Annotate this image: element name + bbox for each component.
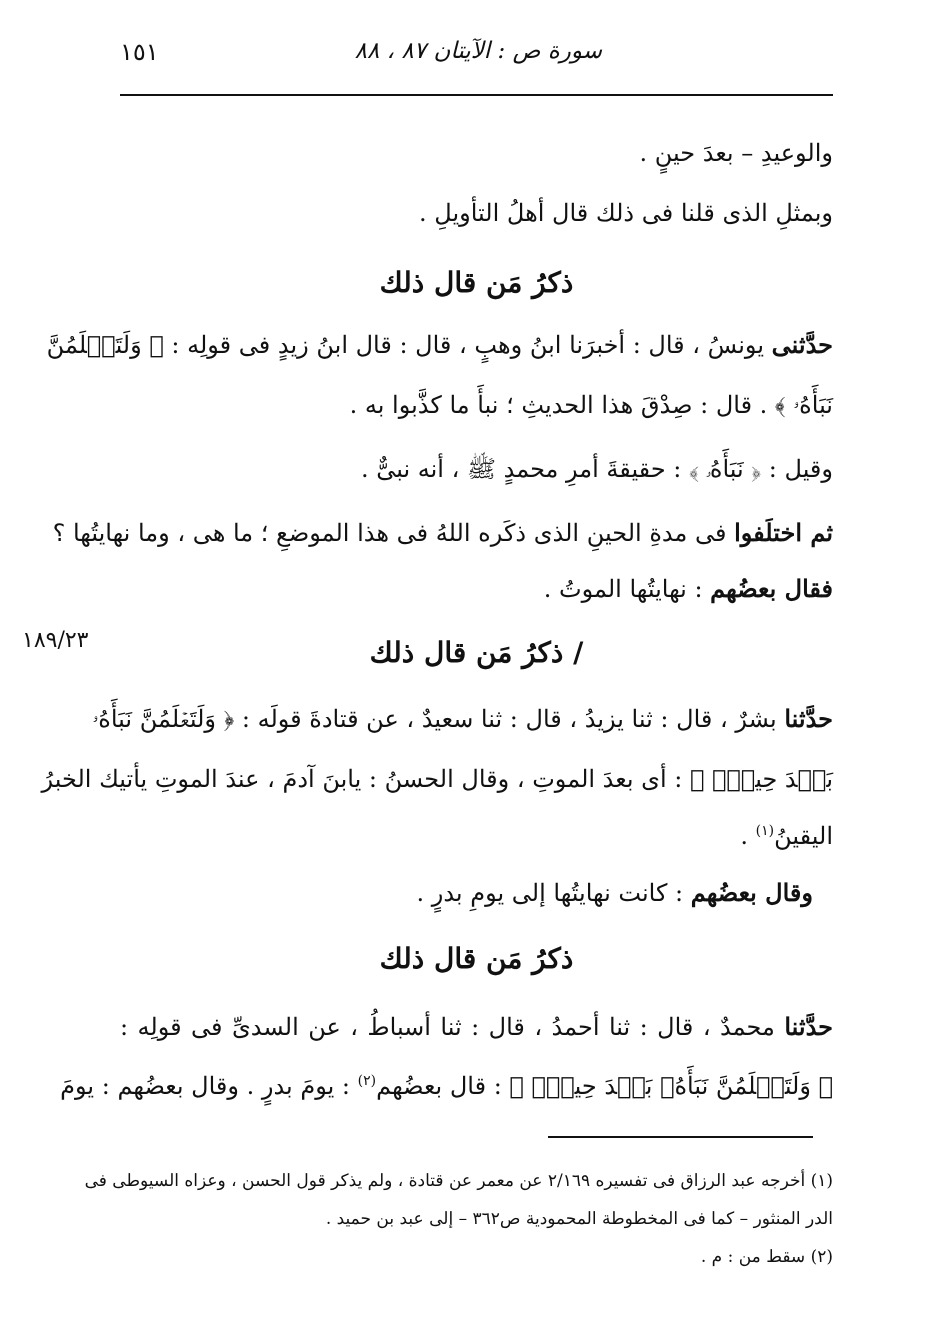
body-line: فقال بعضُهم : نهايتُها الموتُ . bbox=[543, 574, 833, 603]
bold-lead: وقال بعضُهم bbox=[690, 878, 813, 907]
section-heading: ذكرُ مَن قال ذلك bbox=[379, 266, 574, 299]
footnote-line: (١) أخرجه عبد الرزاق فى تفسيره ٢/١٦٩ عن معمر عن قتادة ، ولم يذكر قول الحسن ، وعزاه السيوطى فى bbox=[84, 1171, 833, 1191]
bold-lead: فقال بعضُهم bbox=[710, 574, 833, 603]
body-line: حدَّثنا بشرٌ ، قال : ثنا يزيدُ ، قال : ثنا سعيدٌ ، عن قتادةَ قولَه : ﴿ وَلَتَعۡلَمُنَّ نَبَأَهُۥ bbox=[92, 704, 833, 733]
narration-lead: حدَّثنا bbox=[784, 1012, 833, 1041]
page-number: ١٥١ bbox=[120, 38, 159, 66]
body-line: اليقينُ$^{(١)}$ . bbox=[740, 822, 833, 850]
body-line: حدَّثنى يونسُ ، قال : أخبرَنا ابنُ وهبٍ ، قال : قال ابنُ زيدٍ فى قولِه : ﴿ وَلَتَعۡلَمُنَّ bbox=[46, 330, 833, 359]
body-line: ثم اختلَفوا فى مدةِ الحينِ الذى ذكَره اللهُ فى هذا الموضعِ ؛ ما هى ، وما نهايتُها ؟ bbox=[52, 518, 833, 547]
body-line: بَعۡدَ حِينِۭ ﴾ : أى بعدَ الموتِ ، وقال الحسنُ : يابنَ آدمَ ، عندَ الموتِ يأتيك الخبرُ bbox=[41, 765, 833, 793]
body-line: حدَّثنا محمدٌ ، قال : ثنا أحمدُ ، قال : ثنا أسباطُ ، عن السدىِّ فى قولِه : bbox=[120, 1012, 833, 1041]
footnote-ref: (٢) bbox=[357, 1073, 377, 1089]
header-rule bbox=[120, 94, 833, 96]
body-line: وقيل : ﴿ نَبَأَهُۥ ﴾ : حقيقةَ أمرِ محمدٍ ﷺ ، أنه نبىٌّ . bbox=[360, 455, 833, 483]
section-heading: / ذكرُ مَن قال ذلك bbox=[369, 636, 584, 669]
body-line: وبمثلِ الذى قلنا فى ذلك قال أهلُ التأويلِ . bbox=[419, 199, 833, 227]
body-line: نَبَأَهُۥ ﴾ . قال : صِدْقَ هذا الحديثِ ؛ نبأَ ما كذَّبوا به . bbox=[349, 391, 833, 419]
footnote-line: (٢) سقط من : م . bbox=[700, 1247, 833, 1267]
footnote-ref: (١) bbox=[755, 823, 775, 839]
body-line: ﴿ وَلَتَعۡلَمُنَّ نَبَأَهُۥ بَعۡدَ حِينِۭ ﴾ : قال بعضُهم$^{(٢)}$ : يومَ بدرٍ . وقال بعضُهم : يومَ bbox=[60, 1072, 833, 1100]
running-header: سورة ص : الآيتان ٨٧ ، ٨٨ bbox=[354, 38, 602, 64]
body-line: وقال بعضُهم : كانت نهايتُها إلى يومِ بدرٍ . bbox=[416, 878, 813, 907]
body-line: والوعيدِ – بعدَ حينٍ . bbox=[639, 139, 833, 167]
narration-lead: حدَّثنى bbox=[771, 330, 833, 359]
margin-reference: ١٨٩/٢٣ bbox=[22, 628, 89, 653]
bold-lead: ثم اختلَفوا bbox=[734, 518, 833, 547]
footnote-rule bbox=[548, 1136, 813, 1138]
section-heading: ذكرُ مَن قال ذلك bbox=[379, 942, 574, 975]
narration-lead: حدَّثنا bbox=[784, 704, 833, 733]
footnote-line: الدر المنثور – كما فى المخطوطة المحمودية ص٣٦٢ – إلى عبد بن حميد . bbox=[325, 1209, 833, 1229]
